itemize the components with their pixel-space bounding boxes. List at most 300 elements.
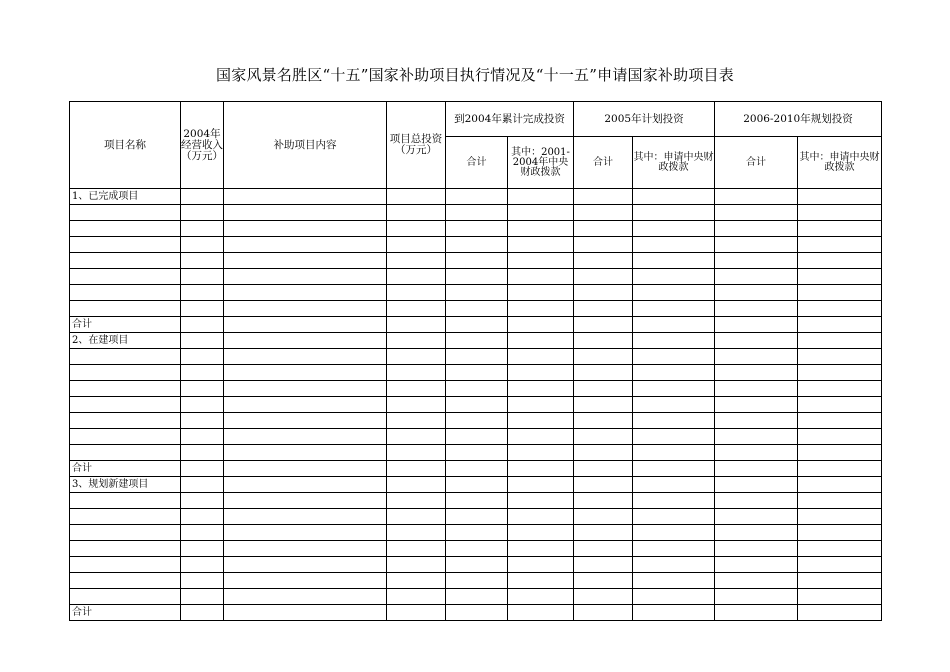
table-cell	[633, 493, 715, 509]
table-cell	[574, 605, 633, 621]
table-cell	[224, 429, 387, 445]
table-cell	[798, 253, 882, 269]
table-cell	[224, 525, 387, 541]
table-cell	[181, 301, 224, 317]
table-cell	[715, 541, 798, 557]
header-cumulative-2004: 到2004年累计完成投资	[446, 102, 574, 137]
table-cell	[224, 605, 387, 621]
table-cell	[574, 525, 633, 541]
table-cell	[798, 397, 882, 413]
table-cell	[70, 493, 181, 509]
table-cell	[798, 557, 882, 573]
table-cell	[387, 269, 446, 285]
table-cell	[446, 509, 508, 525]
table-cell	[715, 429, 798, 445]
table-cell	[715, 253, 798, 269]
table-cell	[70, 381, 181, 397]
table-cell	[574, 493, 633, 509]
table-cell	[446, 205, 508, 221]
table-cell	[181, 557, 224, 573]
table-cell	[798, 573, 882, 589]
table-cell	[387, 605, 446, 621]
table-cell	[387, 445, 446, 461]
table-cell	[715, 365, 798, 381]
table-cell	[574, 349, 633, 365]
table-cell	[446, 605, 508, 621]
table-cell	[70, 557, 181, 573]
table-cell	[224, 509, 387, 525]
table-cell	[70, 253, 181, 269]
table-cell	[798, 541, 882, 557]
section-total-row	[70, 605, 882, 621]
table-cell	[633, 573, 715, 589]
table-cell	[715, 381, 798, 397]
table-cell	[446, 285, 508, 301]
table-cell	[633, 349, 715, 365]
table-cell	[574, 253, 633, 269]
table-cell	[181, 253, 224, 269]
table-cell	[387, 189, 446, 205]
table-cell	[715, 525, 798, 541]
table-cell	[446, 381, 508, 397]
table-cell	[224, 397, 387, 413]
table-cell	[508, 557, 574, 573]
table-cell	[798, 301, 882, 317]
table-cell	[387, 333, 446, 349]
table-cell	[508, 365, 574, 381]
table-cell	[798, 237, 882, 253]
table-cell	[508, 461, 574, 477]
table-cell	[70, 429, 181, 445]
table-row	[70, 493, 882, 509]
table-cell	[181, 461, 224, 477]
table-row	[70, 301, 882, 317]
header-project-name: 项目名称	[70, 102, 181, 189]
table-cell	[574, 317, 633, 333]
table-cell	[633, 221, 715, 237]
table-cell	[715, 557, 798, 573]
table-cell	[181, 573, 224, 589]
table-cell	[446, 189, 508, 205]
table-cell	[633, 525, 715, 541]
table-cell	[387, 509, 446, 525]
table-cell	[70, 541, 181, 557]
table-cell	[508, 397, 574, 413]
table-cell	[633, 317, 715, 333]
table-cell	[70, 525, 181, 541]
table-cell	[70, 301, 181, 317]
table-cell	[633, 253, 715, 269]
section-label-row	[70, 333, 882, 349]
section-total-row	[70, 461, 882, 477]
section-label: 2、在建项目	[70, 333, 181, 349]
table-cell	[387, 525, 446, 541]
table-cell	[798, 493, 882, 509]
table-cell	[508, 525, 574, 541]
table-cell	[508, 541, 574, 557]
table-cell	[715, 445, 798, 461]
table-cell	[574, 205, 633, 221]
table-cell	[633, 477, 715, 493]
table-cell	[387, 397, 446, 413]
table-cell	[633, 285, 715, 301]
table-cell	[181, 333, 224, 349]
table-cell	[387, 285, 446, 301]
table-cell	[387, 493, 446, 509]
section-total-label: 合计	[70, 605, 181, 621]
table-cell	[446, 461, 508, 477]
table-cell	[224, 221, 387, 237]
table-cell	[224, 365, 387, 381]
table-cell	[70, 573, 181, 589]
table-cell	[715, 509, 798, 525]
table-cell	[715, 205, 798, 221]
table-cell	[387, 253, 446, 269]
table-cell	[446, 573, 508, 589]
table-cell	[633, 237, 715, 253]
table-cell	[633, 397, 715, 413]
table-cell	[70, 445, 181, 461]
table-cell	[224, 541, 387, 557]
header-plan-2005: 2005年计划投资	[574, 102, 715, 137]
subheader-2005-central: 其中：申请中央财政拨款	[633, 137, 715, 189]
table-cell	[387, 349, 446, 365]
table-cell	[798, 525, 882, 541]
table-cell	[633, 365, 715, 381]
table-cell	[224, 477, 387, 493]
table-cell	[446, 413, 508, 429]
table-cell	[798, 365, 882, 381]
table-cell	[715, 285, 798, 301]
table-cell	[508, 237, 574, 253]
table-cell	[224, 269, 387, 285]
table-cell	[446, 557, 508, 573]
table-cell	[70, 205, 181, 221]
section-label-row	[70, 189, 882, 205]
table-cell	[387, 557, 446, 573]
table-cell	[181, 205, 224, 221]
table-cell	[715, 269, 798, 285]
table-cell	[715, 605, 798, 621]
table-cell	[387, 301, 446, 317]
table-cell	[508, 493, 574, 509]
table-cell	[446, 525, 508, 541]
header-total-investment: 项目总投资（万元）	[387, 102, 446, 189]
table-cell	[508, 477, 574, 493]
subheader-plan-total: 合计	[715, 137, 798, 189]
subheader-cum-central: 其中：2001-2004年中央财政拨款	[508, 137, 574, 189]
table-cell	[224, 589, 387, 605]
subsidy-project-table	[69, 101, 882, 621]
table-cell	[633, 589, 715, 605]
table-cell	[798, 413, 882, 429]
table-cell	[224, 349, 387, 365]
table-cell	[574, 333, 633, 349]
table-cell	[574, 429, 633, 445]
table-cell	[715, 237, 798, 253]
table-cell	[446, 253, 508, 269]
table-row	[70, 349, 882, 365]
table-cell	[508, 221, 574, 237]
table-cell	[798, 221, 882, 237]
table-cell	[574, 589, 633, 605]
table-cell	[224, 557, 387, 573]
table-cell	[224, 253, 387, 269]
table-cell	[508, 205, 574, 221]
table-cell	[446, 429, 508, 445]
table-cell	[387, 461, 446, 477]
table-row	[70, 557, 882, 573]
table-cell	[798, 317, 882, 333]
table-cell	[574, 397, 633, 413]
table-cell	[574, 541, 633, 557]
table-cell	[798, 429, 882, 445]
table-cell	[446, 317, 508, 333]
table-cell	[70, 269, 181, 285]
header-revenue-2004: 2004年经营收入（万元）	[181, 102, 224, 189]
table-cell	[181, 445, 224, 461]
section-label-row	[70, 477, 882, 493]
table-cell	[798, 605, 882, 621]
table-row	[70, 445, 882, 461]
table-row	[70, 413, 882, 429]
table-cell	[224, 205, 387, 221]
table-cell	[181, 509, 224, 525]
table-row	[70, 509, 882, 525]
table-cell	[508, 445, 574, 461]
table-cell	[446, 445, 508, 461]
table-cell	[446, 541, 508, 557]
table-cell	[715, 189, 798, 205]
table-cell	[387, 573, 446, 589]
table-cell	[446, 493, 508, 509]
section-total-label: 合计	[70, 461, 181, 477]
table-cell	[715, 461, 798, 477]
table-cell	[633, 445, 715, 461]
table-cell	[574, 381, 633, 397]
table-cell	[798, 349, 882, 365]
table-cell	[798, 285, 882, 301]
table-cell	[798, 461, 882, 477]
table-cell	[633, 333, 715, 349]
table-cell	[224, 317, 387, 333]
table-cell	[70, 349, 181, 365]
table-row	[70, 237, 882, 253]
table-row	[70, 205, 882, 221]
table-cell	[387, 429, 446, 445]
table-cell	[633, 269, 715, 285]
table-cell	[508, 589, 574, 605]
table-cell	[387, 237, 446, 253]
table-cell	[181, 365, 224, 381]
table-cell	[508, 333, 574, 349]
table-cell	[715, 333, 798, 349]
table-cell	[715, 493, 798, 509]
subheader-plan-central: 其中：申请中央财政拨款	[798, 137, 882, 189]
table-cell	[224, 301, 387, 317]
table-cell	[633, 557, 715, 573]
table-cell	[70, 413, 181, 429]
table-cell	[224, 461, 387, 477]
table-cell	[387, 205, 446, 221]
header-content: 补助项目内容	[224, 102, 387, 189]
table-cell	[224, 493, 387, 509]
table-cell	[70, 397, 181, 413]
section-label: 1、已完成项目	[70, 189, 181, 205]
table-cell	[181, 477, 224, 493]
table-cell	[508, 349, 574, 365]
table-cell	[508, 573, 574, 589]
table-cell	[181, 269, 224, 285]
table-cell	[798, 189, 882, 205]
table-cell	[798, 205, 882, 221]
table-cell	[715, 301, 798, 317]
table-cell	[387, 221, 446, 237]
table-cell	[387, 541, 446, 557]
table-cell	[633, 461, 715, 477]
table-cell	[508, 269, 574, 285]
table-row	[70, 525, 882, 541]
section-total-label: 合计	[70, 317, 181, 333]
table-cell	[387, 317, 446, 333]
table-cell	[574, 269, 633, 285]
table-cell	[181, 525, 224, 541]
table-cell	[446, 301, 508, 317]
table-row	[70, 365, 882, 381]
table-row	[70, 285, 882, 301]
table-cell	[387, 365, 446, 381]
page-title: 国家风景名胜区“十五”国家补助项目执行情况及“十一五”申请国家补助项目表	[216, 66, 734, 84]
table-cell	[446, 589, 508, 605]
table-cell	[574, 285, 633, 301]
table-cell	[574, 445, 633, 461]
header-plan-2006-2010: 2006-2010年规划投资	[715, 102, 882, 137]
table-cell	[798, 445, 882, 461]
table-cell	[387, 477, 446, 493]
table-cell	[574, 189, 633, 205]
table-cell	[633, 605, 715, 621]
table-row	[70, 397, 882, 413]
table-cell	[70, 365, 181, 381]
section-label: 3、规划新建项目	[70, 477, 181, 493]
table-cell	[574, 557, 633, 573]
table-cell	[446, 237, 508, 253]
table-cell	[224, 333, 387, 349]
table-cell	[715, 349, 798, 365]
table-cell	[181, 429, 224, 445]
table-cell	[508, 189, 574, 205]
table-cell	[633, 205, 715, 221]
table-cell	[181, 413, 224, 429]
table-cell	[181, 589, 224, 605]
table-cell	[574, 301, 633, 317]
table-cell	[446, 365, 508, 381]
table-cell	[633, 189, 715, 205]
table-cell	[224, 189, 387, 205]
table-cell	[574, 477, 633, 493]
table-cell	[446, 477, 508, 493]
table-cell	[70, 237, 181, 253]
table-cell	[224, 445, 387, 461]
table-cell	[798, 381, 882, 397]
table-cell	[508, 253, 574, 269]
table-cell	[387, 381, 446, 397]
table-cell	[181, 397, 224, 413]
subheader-2005-total: 合计	[574, 137, 633, 189]
table-cell	[181, 189, 224, 205]
table-cell	[70, 221, 181, 237]
table-cell	[181, 541, 224, 557]
table-cell	[633, 429, 715, 445]
table-cell	[70, 589, 181, 605]
table-cell	[798, 589, 882, 605]
table-cell	[715, 573, 798, 589]
table-cell	[633, 509, 715, 525]
table-cell	[446, 397, 508, 413]
table-row	[70, 381, 882, 397]
table-cell	[224, 237, 387, 253]
table-cell	[508, 429, 574, 445]
table-cell	[798, 509, 882, 525]
table-cell	[181, 349, 224, 365]
table-cell	[224, 381, 387, 397]
table-cell	[574, 365, 633, 381]
table-row	[70, 221, 882, 237]
table-cell	[715, 317, 798, 333]
table-cell	[798, 477, 882, 493]
table-cell	[224, 413, 387, 429]
table-row	[70, 253, 882, 269]
table-row	[70, 429, 882, 445]
table-cell	[715, 413, 798, 429]
table-cell	[508, 605, 574, 621]
table-cell	[574, 221, 633, 237]
table-cell	[508, 301, 574, 317]
table-cell	[70, 285, 181, 301]
table-row	[70, 573, 882, 589]
table-cell	[798, 269, 882, 285]
table-cell	[181, 317, 224, 333]
table-cell	[70, 509, 181, 525]
table-cell	[224, 573, 387, 589]
table-cell	[574, 573, 633, 589]
table-cell	[508, 381, 574, 397]
table-cell	[508, 509, 574, 525]
table-cell	[715, 477, 798, 493]
table-cell	[181, 221, 224, 237]
section-total-row	[70, 317, 882, 333]
table-cell	[446, 333, 508, 349]
table-cell	[715, 397, 798, 413]
table-cell	[574, 461, 633, 477]
table-cell	[574, 413, 633, 429]
table-cell	[446, 221, 508, 237]
table-cell	[181, 237, 224, 253]
table-cell	[224, 285, 387, 301]
table-cell	[715, 221, 798, 237]
table-cell	[387, 589, 446, 605]
subheader-cum-total: 合计	[446, 137, 508, 189]
table-row	[70, 541, 882, 557]
table-cell	[715, 589, 798, 605]
table-cell	[508, 413, 574, 429]
table-cell	[446, 269, 508, 285]
table-cell	[508, 285, 574, 301]
table-cell	[181, 381, 224, 397]
table-row	[70, 269, 882, 285]
table-cell	[574, 237, 633, 253]
table-row	[70, 589, 882, 605]
